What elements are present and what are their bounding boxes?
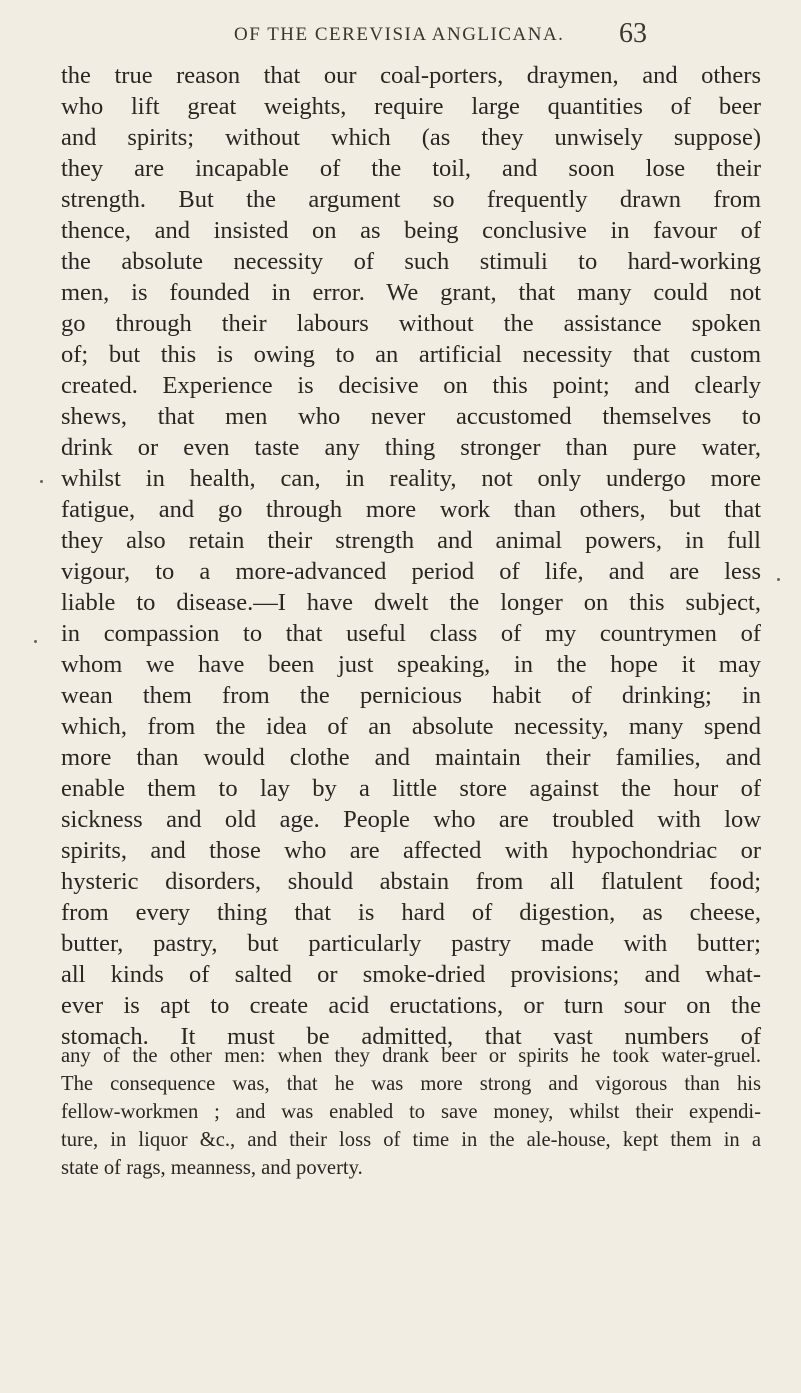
body-line: butter, pastry, but particularly pastry made with butter; [61,930,761,957]
body-line: ever is apt to create acid eructations, or turn sour on the [61,992,761,1019]
body-line: strength. But the argument so frequently drawn from [61,186,761,213]
body-line: drink or even taste any thing stronger than pure water, [61,434,761,461]
body-line: spirits, and those who are affected with hypochondriac or [61,837,761,864]
margin-speck [34,640,37,643]
body-line: in compassion to that useful class of my countrymen of [61,620,761,647]
running-head [0,18,801,48]
body-line: more than would clothe and maintain their families, and [61,744,761,771]
body-line: hysteric disorders, should abstain from all flatulent food; [61,868,761,895]
body-line: who lift great weights, require large quantities of beer [61,93,761,120]
footnote-line: ture, in liquor &c., and their loss of time in the ale-house, kept them in a [61,1129,761,1151]
body-line: shews, that men who never accustomed themselves to [61,403,761,430]
margin-speck [40,480,43,483]
body-line: go through their labours without the assistance spoken [61,310,761,337]
body-line: liable to disease.—I have dwelt the longer on this subject, [61,589,761,616]
body-line: and spirits; without which (as they unwisely suppose) [61,124,761,151]
body-line: they also retain their strength and animal powers, in full [61,527,761,554]
footnote-line: fellow-workmen ; and was enabled to save money, whilst their expendi- [61,1101,761,1123]
body-line: the absolute necessity of such stimuli to hard-working [61,248,761,275]
footnote-text [61,1042,761,1182]
margin-speck [777,578,780,581]
body-line: thence, and insisted on as being conclusive in favour of [61,217,761,244]
body-line: all kinds of salted or smoke-dried provisions; and what- [61,961,761,988]
footnote-line: any of the other men: when they drank beer or spirits he took water-gruel. [61,1045,761,1067]
body-line: the true reason that our coal-porters, draymen, and others [61,62,761,89]
body-text [61,60,761,1052]
body-line: of; but this is owing to an artificial necessity that custom [61,341,761,368]
body-line: sickness and old age. People who are troubled with low [61,806,761,833]
page-number: 63 [619,18,647,49]
body-line: whom we have been just speaking, in the hope it may [61,651,761,678]
body-line: vigour, to a more-advanced period of life, and are less [61,558,761,585]
body-line: stomach. It must be admitted, that vast numbers of [61,1023,761,1050]
running-title: OF THE CEREVISIA ANGLICANA. [234,24,565,45]
body-line: they are incapable of the toil, and soon lose their [61,155,761,182]
body-line: from every thing that is hard of digestion, as cheese, [61,899,761,926]
body-line: fatigue, and go through more work than others, but that [61,496,761,523]
body-line: enable them to lay by a little store against the hour of [61,775,761,802]
body-line: men, is founded in error. We grant, that many could not [61,279,761,306]
body-line: whilst in health, can, in reality, not only undergo more [61,465,761,492]
body-line: which, from the idea of an absolute necessity, many spend [61,713,761,740]
body-line: wean them from the pernicious habit of drinking; in [61,682,761,709]
footnote-line: The consequence was, that he was more strong and vigorous than his [61,1073,761,1095]
body-line: created. Experience is decisive on this point; and clearly [61,372,761,399]
footnote-line: state of rags, meanness, and poverty. [61,1157,363,1179]
